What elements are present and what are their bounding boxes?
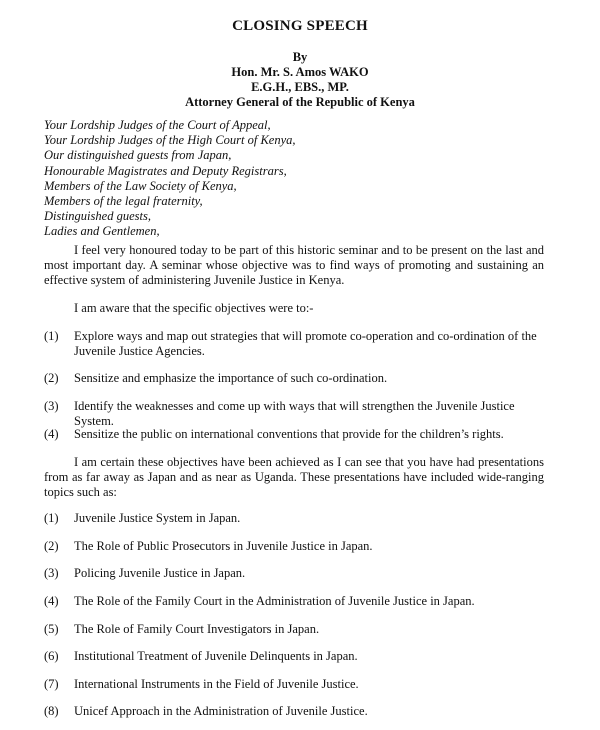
objective-text: Sensitize and emphasize the importance of such co-ordination. (74, 371, 388, 385)
topic-number: (5) (44, 622, 59, 636)
topic-item (44, 539, 544, 554)
objective-number: (1) (44, 329, 59, 343)
topic-item (44, 704, 544, 719)
speaker-honours: E.G.H., EBS., MP. (251, 80, 349, 94)
objective-item (44, 399, 544, 429)
byline-by: By (292, 50, 308, 64)
objective-number: (2) (44, 371, 59, 385)
paragraph-objectives-lead: I am aware that the specific objectives were to:- (74, 301, 314, 315)
topic-item (44, 649, 544, 664)
topic-number: (4) (44, 594, 59, 608)
topic-text: Institutional Treatment of Juvenile Delinquents in Japan. (74, 649, 358, 663)
objective-item (44, 329, 544, 359)
topic-number: (7) (44, 677, 59, 691)
objective-item (44, 427, 544, 442)
topic-text: The Role of Family Court Investigators in Japan. (74, 622, 320, 636)
topic-item (44, 622, 544, 637)
objective-text: Explore ways and map out strategies that will promote co-operation and co-ordination of the Juvenile Justice Agencies. (74, 329, 537, 358)
topic-item (44, 677, 544, 692)
topic-number: (1) (44, 511, 59, 525)
objective-text: Sensitize the public on international conventions that provide for the children’s rights. (74, 427, 504, 441)
salutation-line: Ladies and Gentlemen, (44, 224, 160, 239)
salutation-line: Honourable Magistrates and Deputy Registrars, (44, 163, 287, 178)
topic-text: Unicef Approach in the Administration of Juvenile Justice. (74, 704, 368, 718)
salutation-line: Members of the Law Society of Kenya, (44, 178, 237, 193)
topic-text: Juvenile Justice System in Japan. (74, 511, 241, 525)
topic-text: The Role of Public Prosecutors in Juvenile Justice in Japan. (74, 539, 373, 553)
topic-text: Policing Juvenile Justice in Japan. (74, 566, 246, 580)
paragraph-presentations: I am certain these objectives have been achieved as I can see that you have had presentations from as far away as Japan and as near as Uganda. These presentations have included wide-ranging topics such as: (44, 455, 544, 499)
salutation-line: Our distinguished guests from Japan, (44, 148, 232, 163)
topic-number: (8) (44, 704, 59, 718)
topic-number: (3) (44, 566, 59, 580)
objective-number: (4) (44, 427, 59, 441)
paragraph-intro: I feel very honoured today to be part of this historic seminar and to be present on the last and most important day. A seminar whose objective was to find ways of promoting and sustaining an effective system of administering Juvenile Justice in Kenya. (44, 243, 544, 287)
topic-number: (2) (44, 539, 59, 553)
objective-text: Identify the weaknesses and come up with ways that will strengthen the Juvenile Justice System. (74, 399, 515, 428)
objective-number: (3) (44, 399, 59, 413)
topic-item (44, 511, 544, 526)
objective-item (44, 371, 544, 386)
topic-text: International Instruments in the Field of Juvenile Justice. (74, 677, 359, 691)
document-title: CLOSING SPEECH (232, 18, 368, 34)
speaker-name: Hon. Mr. S. Amos WAKO (231, 65, 369, 79)
salutation-line: Members of the legal fraternity, (44, 194, 203, 209)
salutations (44, 118, 296, 240)
topic-item (44, 566, 544, 581)
topic-text: The Role of the Family Court in the Administration of Juvenile Justice in Japan. (74, 594, 475, 608)
speaker-role: Attorney General of the Republic of Kenya (185, 95, 415, 109)
salutation-line: Your Lordship Judges of the Court of Appeal, (44, 118, 271, 132)
topic-item (44, 594, 544, 609)
salutation-line: Distinguished guests, (44, 209, 151, 224)
salutation-line: Your Lordship Judges of the High Court of Kenya, (44, 133, 296, 148)
topic-number: (6) (44, 649, 59, 663)
